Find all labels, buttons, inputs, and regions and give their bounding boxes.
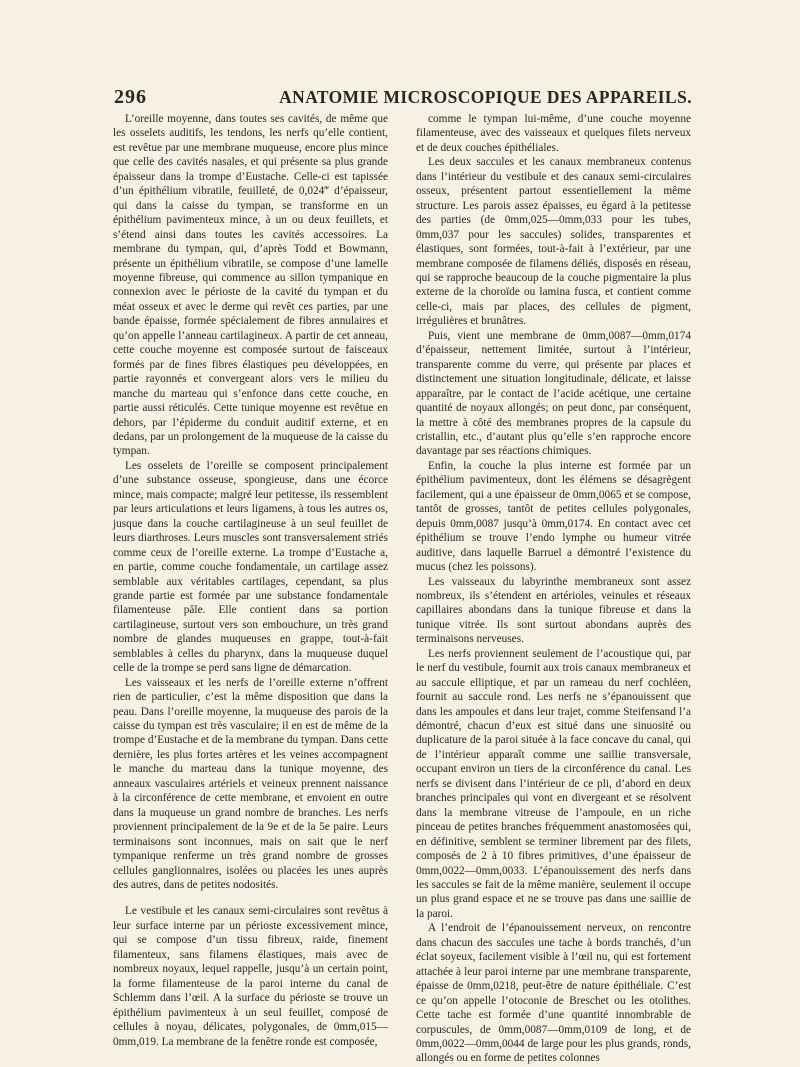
paragraph: comme le tympan lui-même, d’une couche moyenne filamenteuse, avec des vaisseaux et quelques filets nerveux et de deux couches épithéliales. [416,113,691,154]
paragraph: Le vestibule et les canaux semi-circulaires sont revêtus à leur surface interne par un périoste excessivement mince, qui se compose d’un tissu fibreux, raide, finement filamenteux, sans filamens élastiques, mais avec de nombreux noyaux, lequel rappelle, jusqu’à un certain point, la forme filamenteuse de la paroi interne du canal de Schlemm dans l’œil. A la surface du périoste se trouve un épithélium pavimenteux à un seul feuillet, composé de cellules à noyau, délicates, polygonales, de 0mm,015—0mm,019. La membrane de la fenêtre ronde est composée, [113,905,388,1048]
running-header [114,86,692,112]
paragraph: L’oreille moyenne, dans toutes ses cavités, de même que les osselets auditifs, les tendons, les nerfs qu’elle contient, est revêtue par une membrane muqueuse, encore plus mince que celle des cavités nasales, et qui présente sa plus grande épaisseur dans la trompe d’Eustache. Celle-ci est tapissée d’un épithélium vibratile, feuilleté, de 0,024‴ d’épaisseur, qui dans la caisse du tympan, se transforme en un épithélium pavimenteux mince, à un ou deux feuillets, et s’étend ainsi dans toutes les cavités accessoires. La membrane du tympan, qui, d’après Todd et Bowmann, présente un épithélium vibratile, se compose d’une lamelle moyenne fibreuse, qui commence au sillon tympanique en connexion avec le périoste de la cavité du tympan et du méat osseux et avec le derme qui revêt ces parties, par une bande épaisse, formée spécialement de fibres annulaires et qu’on appelle l’anneau cartilagineux. A partir de cet anneau, cette couche moyenne est composée surtout de faisceaux formés par de fines fibres élastiques peu développées, en partie rayonnés et convergeant alors vers le milieu du manche du marteau qui s’enfonce dans cette couche, en partie aussi réticulés. Cette tunique moyenne est revêtue en dehors, par l’épiderme du conduit auditif externe, et en dedans, par un prolongement de la muqueuse de la caisse du tympan. [113,113,388,458]
paragraph: Les vaisseaux et les nerfs de l’oreille externe n’offrent rien de particulier, c’est la même disposition que dans la peau. Dans l’oreille moyenne, la muqueuse des parois de la caisse du tympan est très vasculaire; il en est de même de la trompe d’Eustache et de la membrane du tympan. Dans cette dernière, les plus fortes artères et les veines accompagnent le manche du marteau dans la tunique moyenne, des anneaux vasculaires artériels et veineux prennent naissance à la circonférence de cette membrane, et envoient en outre dans la muqueuse un grand nombre de branches. Les nerfs proviennent principalement de la 9e et de la 5e paire. Leurs terminaisons sont inconnues, mais on sait que le nerf tympanique renferme un très grand nombre de grosses cellules ganglionnaires, isolées ou placées les unes auprès des autres, dans de petites nodosités. [113,676,388,892]
paragraph: Les deux saccules et les canaux membraneux contenus dans l’intérieur du vestibule et des canaux semi-circulaires osseux, présentent partout essentiellement la même structure. Les parois assez épaisses, eu égard à la petitesse des parties (de 0mm,025—0mm,033 pour les tubes, 0mm,037 pour les saccules) solides, transparentes et élastiques, sont formées, tout-à-fait à l’extérieur, par une membrane composée de filamens déliés, disposés en réseau, qui se rapproche beaucoup de la couche pigmentaire la plus externe de la choroïde ou lamina fusca, et contient comme celle-ci, mais par places, des cellules de pigment, irrégulières et brunâtres. [416,156,691,328]
left-column [113,112,388,1049]
paragraph: Enfin, la couche la plus interne est formée par un épithélium pavimenteux, dont les élémens se désagrègent facilement, qui a une épaisseur de 0mm,0065 et se compose, tantôt de grosses, tantôt de petites cellules polygonales, depuis 0mm,0087 jusqu’à 0mm,0174. En contact avec cet épithélium se trouve l’endo lymphe ou humeur vitrée auditive, dans laquelle Barruel a démontré l’existence du mucus (chez les poissons). [416,459,691,574]
paragraph: Les nerfs proviennent seulement de l’acoustique qui, par le nerf du vestibule, fournit aux trois canaux membraneux et au saccule elliptique, et par un rameau du nerf cochléen, fournit au saccule rond. Les nerfs ne s’épanouissent que dans les ampoules et dans leur trajet, comme Steifensand l’a démontré, chacun d’eux est situé dans une sinuosité ou duplicature de la paroi située à la face concave du canal, qui de l’intérieur apparaît comme une saillie transversale, occupant environ un tiers de la circonférence du canal. Les nerfs se divisent dans l’intérieur de ce pli, d’abord en deux branches principales qui vont en divergeant et se résolvent dans la membrane vitreuse de l’ampoule, en un riche pinceau de petites branches fréquemment anastomosées qui, en définitive, semblent se terminer librement par des filets, composés de 2 à 10 fibres primitives, d’une épaisseur de 0mm,0022—0mm,0033. L’épanouissement des nerfs dans les saccules se fait de la même manière, seulement il occupe un plus grand espace et ne se trouve pas dans une saillie de la paroi. [416,647,691,920]
paragraph: A l’endroit de l’épanouissement nerveux, on rencontre dans chacun des saccules une tache à bords tranchés, d’un éclat soyeux, facilement visible à l’œil nu, qui est fortement attachée à leur paroi interne par une membrane transparente, épaisse de 0mm,0218, peut-être de nature épithéliale. C’est ce qu’on appelle l’otoconie de Breschet ou les otolithes. Cette tache est formée d’une quantité innombrable de corpuscules, de 0mm,0087—0mm,0109 de long, et de 0mm,0022—0mm,0044 de large pour les plus grands, ronds, allongés ou en forme de petites colonnes [416,922,691,1065]
paragraph: Les vaisseaux du labyrinthe membraneux sont assez nombreux, ils s’étendent en artérioles, veinules et réseaux capillaires abondans dans la tunique fibreuse et dans la tunique vitrée. Ils sont surtout abondans auprès des terminaisons nerveuses. [416,575,691,646]
paragraph: Puis, vient une membrane de 0mm,0087—0mm,0174 d’épaisseur, nettement limitée, surtout à l’intérieur, transparente comme du verre, qui présente par places et distinctement une situation longitudinale, délicate, et laisse apparaître, par le contact de l’acide acétique, une certaine quantité de noyaux allongés; on peut donc, par conséquent, la mettre à côté des membranes propres de la capsule du cristallin, etc., d’autant plus qu’elle s’en rapproche encore davantage par ses réactions chimiques. [416,329,691,458]
running-title: ANATOMIE MICROSCOPIQUE DES APPAREILS. [279,87,692,107]
paragraph: Les osselets de l’oreille se composent principalement d’une substance osseuse, spongieuse, dans une écorce mince, mais compacte; malgré leur petitesse, ils ressemblent par leurs articulations et leurs ligamens, à tous les autres os, jusque dans la couche cartilagineuse à un seul feuillet de leurs diarthroses. Leurs muscles sont transversalement striés comme ceux de l’oreille externe. La trompe d’Eustache a, en partie, comme couche fondamentale, un cartilage assez semblable aux véritables cartilages, cependant, sa plus grande partie est formée par une substance fondamentale filamenteuse pâle. Elle contient dans sa portion cartilagineuse, surtout vers son embouchure, un très grand nombre de glandes muqueuses en grappe, tout-à-fait semblables à celles du pharynx, dans la muqueuse duquel celle de la trompe se perd sans ligne de démarcation. [113,459,388,675]
page-number: 296 [114,86,147,108]
right-column [416,112,691,1066]
